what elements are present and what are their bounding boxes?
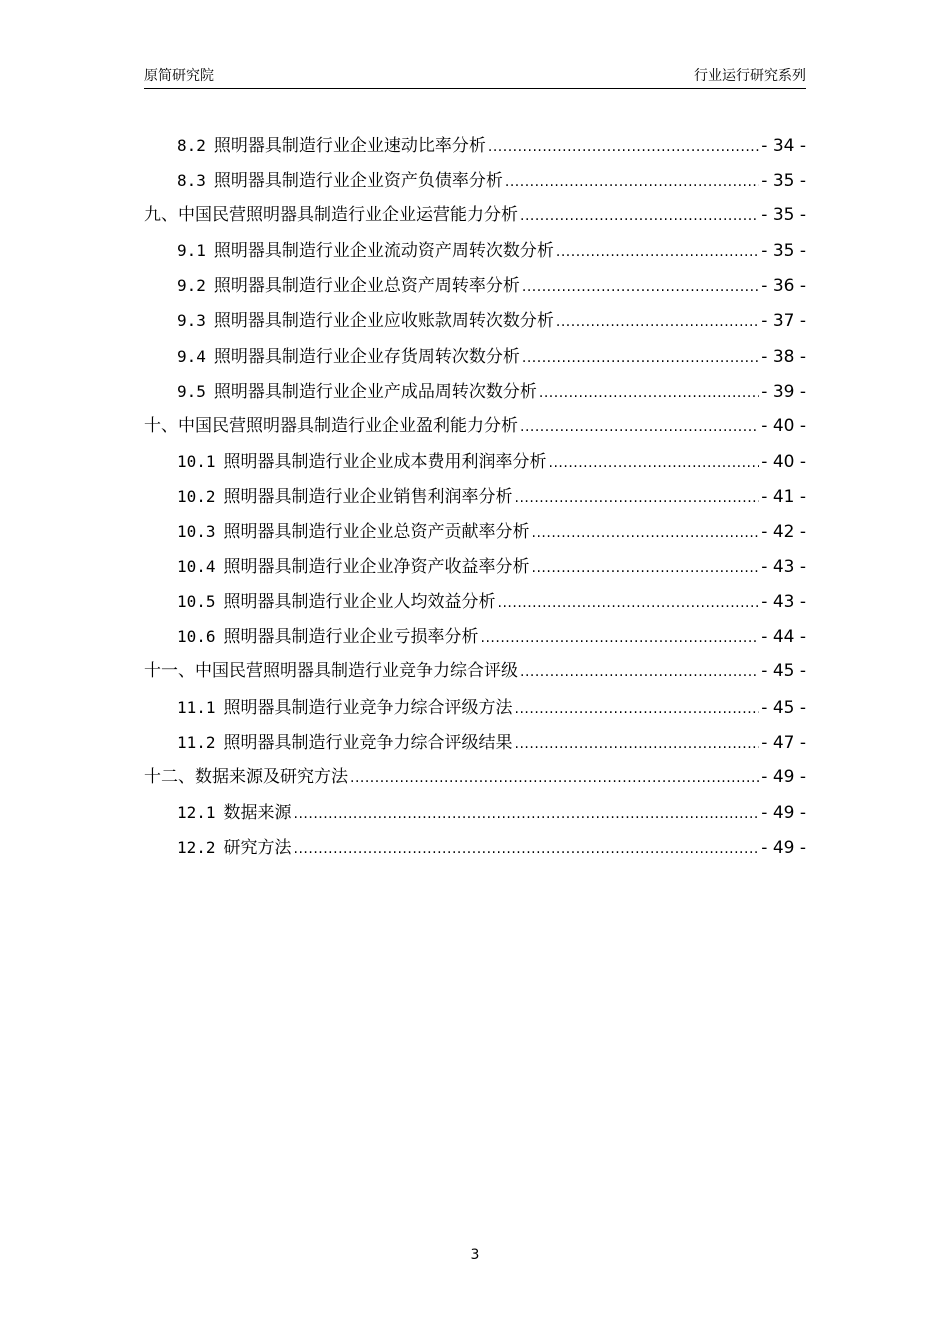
toc-entry-number: 8.2 — [177, 136, 206, 155]
toc-chapter-entry[interactable] — [144, 198, 806, 233]
toc-dot-leader — [522, 341, 759, 376]
toc-dot-leader — [532, 516, 760, 551]
toc-entry-number: 9.4 — [177, 346, 206, 366]
toc-section-entry[interactable] — [144, 725, 806, 760]
toc-entry-title: 十一、中国民营照明器具制造行业竞争力综合评级 — [144, 661, 518, 682]
toc-entry-page: - 43 - — [761, 592, 806, 613]
toc-entry-title: 照明器具制造行业企业资产负债率分析 — [213, 171, 503, 192]
toc-entry-number: 9.2 — [177, 276, 206, 296]
toc-section-entry[interactable] — [144, 339, 806, 374]
toc-section-entry[interactable] — [144, 690, 806, 725]
toc-entry-page: - 40 - — [761, 415, 806, 436]
toc-section-entry[interactable] — [144, 268, 806, 303]
toc-entry-number: 10.4 — [177, 557, 216, 577]
toc-dot-leader — [515, 481, 760, 516]
toc-entry-page: - 40 - — [761, 451, 806, 472]
page-number: 3 — [470, 1247, 480, 1263]
toc-entry-page: - 47 - — [761, 732, 806, 753]
toc-entry-title: 研究方法 — [223, 837, 292, 858]
toc-entry-number: 9.3 — [177, 311, 206, 331]
toc-section-entry[interactable] — [144, 233, 806, 268]
toc-entry-number: 10.5 — [177, 592, 216, 612]
toc-section-entry[interactable] — [144, 795, 806, 830]
toc-dot-leader — [520, 199, 759, 234]
toc-entry-page: - 35 - — [761, 171, 806, 192]
toc-dot-leader — [481, 621, 760, 656]
toc-dot-leader — [556, 305, 759, 340]
toc-entry-page: - 35 - — [761, 241, 806, 262]
toc-section-entry[interactable] — [144, 444, 806, 479]
toc-dot-leader — [294, 832, 760, 867]
toc-entry-page: - 37 - — [761, 311, 806, 332]
toc-entry-page: - 45 - — [761, 697, 806, 718]
toc-entry-number: 9.5 — [177, 381, 206, 401]
toc-entry-title: 十二、数据来源及研究方法 — [144, 766, 348, 787]
toc-dot-leader — [532, 551, 760, 586]
toc-entry-title: 照明器具制造行业企业应收账款周转次数分析 — [213, 311, 554, 332]
toc-entry-page: - 39 - — [761, 381, 806, 402]
toc-dot-leader — [294, 797, 760, 832]
toc-dot-leader — [556, 235, 759, 270]
toc-entry-title: 十、中国民营照明器具制造行业企业盈利能力分析 — [144, 415, 518, 436]
toc-chapter-entry[interactable] — [144, 654, 806, 689]
toc-entry-title: 照明器具制造行业竞争力综合评级方法 — [223, 697, 513, 718]
toc-section-entry[interactable] — [144, 584, 806, 619]
toc-section-entry[interactable] — [144, 479, 806, 514]
toc-section-entry[interactable] — [144, 830, 806, 865]
table-of-contents — [144, 128, 806, 865]
toc-entry-number: 8.3 — [177, 171, 206, 191]
toc-entry-page: - 42 - — [761, 522, 806, 543]
toc-entry-page: - 49 - — [761, 802, 806, 823]
toc-dot-leader — [488, 130, 759, 165]
toc-section-entry[interactable] — [144, 163, 806, 198]
toc-chapter-entry[interactable] — [144, 760, 806, 795]
header-organization: 原简研究院 — [144, 68, 214, 84]
toc-entry-page: - 44 - — [761, 627, 806, 648]
toc-entry-title: 照明器具制造行业企业销售利润率分析 — [223, 486, 513, 507]
toc-entry-page: - 49 - — [761, 766, 806, 787]
toc-section-entry[interactable] — [144, 619, 806, 654]
page-header — [144, 66, 806, 89]
toc-entry-title: 照明器具制造行业企业成本费用利润率分析 — [223, 451, 547, 472]
toc-entry-title: 照明器具制造行业企业总资产周转率分析 — [213, 276, 520, 297]
toc-chapter-entry[interactable] — [144, 409, 806, 444]
toc-entry-page: - 45 - — [761, 661, 806, 682]
toc-entry-number: 11.2 — [177, 732, 216, 752]
toc-entry-title: 照明器具制造行业企业亏损率分析 — [223, 627, 479, 648]
toc-dot-leader — [350, 761, 759, 796]
toc-entry-title: 照明器具制造行业竞争力综合评级结果 — [223, 732, 513, 753]
toc-entry-title: 照明器具制造行业企业存货周转次数分析 — [213, 346, 520, 367]
toc-entry-page: - 49 - — [761, 837, 806, 858]
toc-entry-number: 10.1 — [177, 451, 216, 471]
toc-section-entry[interactable] — [144, 374, 806, 409]
toc-section-entry[interactable] — [144, 514, 806, 549]
toc-entry-title: 照明器具制造行业企业速动比率分析 — [213, 136, 486, 156]
toc-dot-leader — [520, 410, 759, 445]
toc-dot-leader — [539, 376, 759, 411]
toc-dot-leader — [505, 165, 759, 200]
toc-entry-page: - 41 - — [761, 486, 806, 507]
toc-entry-title: 照明器具制造行业企业总资产贡献率分析 — [223, 522, 530, 543]
toc-entry-number: 10.6 — [177, 627, 216, 647]
toc-entry-page: - 35 - — [761, 205, 806, 226]
toc-entry-page: - 36 - — [761, 276, 806, 297]
header-series-title: 行业运行研究系列 — [694, 68, 806, 84]
toc-dot-leader — [498, 586, 760, 621]
toc-entry-title: 照明器具制造行业企业人均效益分析 — [223, 592, 496, 613]
toc-entry-page: - 34 - — [761, 136, 806, 156]
toc-dot-leader — [520, 655, 759, 690]
toc-entry-number: 12.1 — [177, 802, 216, 822]
toc-dot-leader — [522, 270, 759, 305]
toc-entry-title: 数据来源 — [223, 802, 292, 823]
toc-entry-number: 11.1 — [177, 697, 216, 717]
toc-entry-number: 10.2 — [177, 486, 216, 506]
toc-entry-title: 九、中国民营照明器具制造行业企业运营能力分析 — [144, 205, 518, 226]
toc-entry-page: - 43 - — [761, 557, 806, 578]
toc-section-entry[interactable] — [144, 303, 806, 338]
toc-entry-number: 9.1 — [177, 241, 206, 261]
toc-entry-page: - 38 - — [761, 346, 806, 367]
toc-section-entry[interactable] — [144, 549, 806, 584]
toc-entry-title: 照明器具制造行业企业产成品周转次数分析 — [213, 381, 537, 402]
toc-dot-leader — [515, 727, 760, 762]
toc-entry-title: 照明器具制造行业企业净资产收益率分析 — [223, 557, 530, 578]
toc-dot-leader — [515, 692, 760, 727]
toc-section-entry[interactable] — [144, 128, 806, 163]
toc-entry-title: 照明器具制造行业企业流动资产周转次数分析 — [213, 241, 554, 262]
toc-dot-leader — [549, 446, 760, 481]
toc-entry-number: 12.2 — [177, 837, 216, 857]
toc-entry-number: 10.3 — [177, 522, 216, 542]
